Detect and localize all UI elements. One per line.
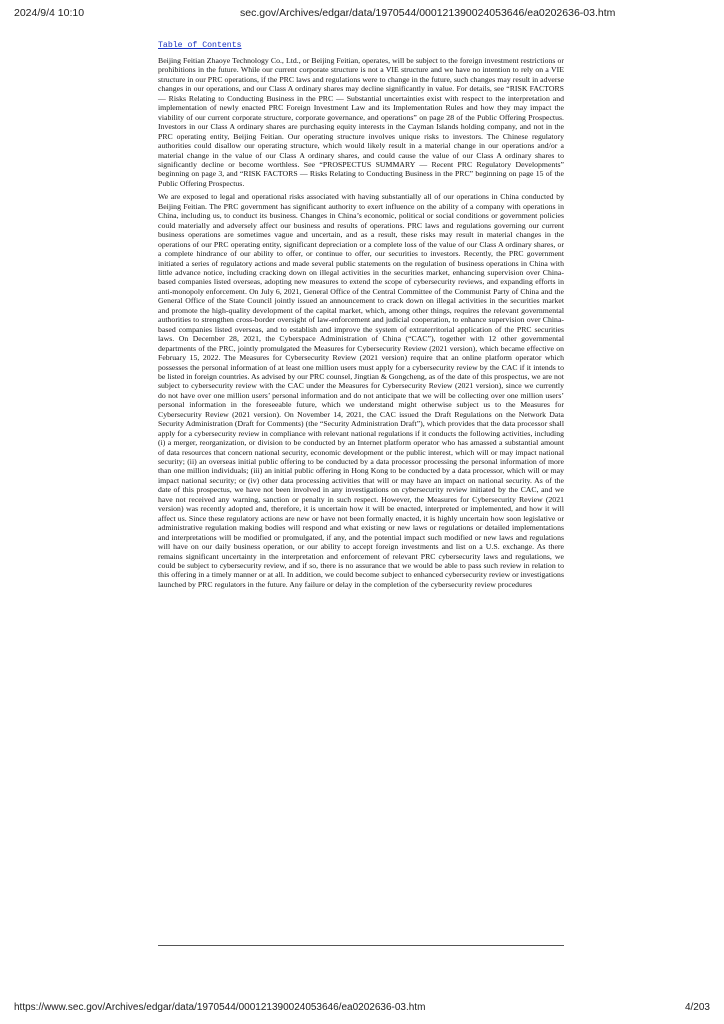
document-body [158,41,564,593]
print-page-number: 4/203 [684,1002,710,1013]
table-of-contents-link[interactable]: Table of Contents [158,41,242,50]
print-url: https://www.sec.gov/Archives/edgar/data/1970544/000121390024053646/ea0202636-03.htm [14,1002,426,1013]
print-footer [14,1002,710,1016]
paragraph-legal-operational-risks: We are exposed to legal and operational risks associated with having substantially all of our operations in China conducted by Beijing Feitian. The PRC government has significant authority to exert influence on the ability of a company with operations in China, including us, to conduct its business. Changes in China’s economic, political or social conditions or government policies could materially and adversely affect our business and results of operations. PRC laws and regulations governing our current business operations are sometimes vague and uncertain, and as a result, these risks may result in material changes in the operations of our PRC operating entity, significant depreciation or a complete loss of the value of our Class A ordinary shares, or a complete hindrance of our ability to offer, or continue to offer, our securities to investors. Recently, the PRC government initiated a series of regulatory actions and made several public statements on the regulation of business operations in China with little advance notice, including cracking down on illegal activities in the securities market, enhancing supervision over China-based companies listed overseas, adopting new measures to extend the scope of cybersecurity reviews, and expanding efforts in anti-monopoly enforcement. On July 6, 2021, General Office of the Central Committee of the Communist Party of China and the General Office of the State Council jointly issued an announcement to crack down on illegal activities in the securities market and promote the high-quality development of the capital market, which, among other things, requires the relevant governmental authorities to strengthen cross-border oversight of law-enforcement and judicial cooperation, to enhance supervision over China-based companies listed overseas, and to establish and improve the system of extraterritorial application of the PRC securities laws. On December 28, 2021, the Cyberspace Administration of China (“CAC”), together with 12 other governmental departments of the PRC, jointly promulgated the Measures for Cybersecurity Review (2021 version), which became effective on February 15, 2022. The Measures for Cybersecurity Review (2021 version) require that an online platform operator which possesses the personal information of at least one million users must apply for a cybersecurity review by the CAC if it intends to be listed in foreign countries. As advised by our PRC counsel, Jingtian & Gongcheng, as of the date of this prospectus, we are not subject to cybersecurity review with the CAC under the Measures for Cybersecurity Review (2021 version), since we currently do not have over one million users’ personal information and do not anticipate that we will be collecting over one million users’ personal information in the foreseeable future, which we understand might otherwise subject us to the Measures for Cybersecurity Review (2021 version). On November 14, 2021, the CAC issued the Draft Regulations on the Network Data Security Administration (Draft for Comments) (the “Security Administration Draft”), which provides that the data processor shall apply for a cybersecurity review in compliance with relevant national regulations if it conducts the following activities, including (i) a merger, reorganization, or division to be conducted by an Internet platform operator who has amassed a substantial amount of data resources that concern national security, economic development or the public interest, which will or may impact national security; (ii) an overseas initial public offering to be conducted by a data processor processing the personal information of more than one million individuals; (iii) an initial public offering in Hong Kong to be conducted by a data processor, which will or may impact national security; or (iv) other data processing activities that will or may have an impact on national security. As of the date of this prospectus, we have not been involved in any investigations on cybersecurity review initiated by the CAC, and we have not received any warning, sanction or penalty in such respect. However, the Measures for Cybersecurity Review (2021 version) was recently adopted and, therefore, it is uncertain how it will be enacted, interpreted or implemented, and how it will affect us. Since these regulatory actions are new or have not been formally enacted, it is highly uncertain how soon legislative or administrative regulation making bodies will respond and what existing or new laws or regulations or detailed implementations and interpretations will be modified or promulgated, if any, and the potential impact such modified or new laws and regulations will have on our daily business operation, or our ability to accept foreign investments and list on a U.S. exchange. As there remains significant uncertainty in the interpretation and enforcement of relevant PRC cybersecurity laws and regulations, we could be subject to cybersecurity review, and if so, there is no assurance that we would be able to pass such review in relation to this offering in a timely manner or at all. In addition, we could become subject to enhanced cybersecurity review or investigations launched by PRC regulators in the future. Any failure or delay in the completion of the cybersecurity review procedures [158,192,564,589]
paragraph-corporate-structure: Beijing Feitian Zhaoye Technology Co., Ltd., or Beijing Feitian, operates, will be subject to the foreign investment restrictions or prohibitions in the future. While our current corporate structure is not a VIE structure and we have no intention to rely on a VIE structure in our PRC operations, if the PRC laws and regulations were to change in the future, such changes may result in adverse changes in our operations, and our Class A ordinary shares may decline significantly in value. For details, see “RISK FACTORS — Risks Relating to Conducting Business in the PRC — Substantial uncertainties exist with respect to the interpretation and implementation of newly enacted PRC Foreign Investment Law and its Implementation Rules and how they may impact the viability of our current corporate structure, corporate governance, and operations” on page 28 of the Public Offering Prospectus. Investors in our Class A ordinary shares are purchasing equity interests in the Cayman Islands holding company, and not in the PRC operating entity, Beijing Feitian. Our operating structure involves unique risks to investors. The Chinese regulatory authorities could disallow our operating structure, which would likely result in a material change in our operations and/or a material change in the value of our Class A ordinary shares, and could cause the value of our Class A ordinary shares to significantly decline or become worthless. See “PROSPECTUS SUMMARY — Recent PRC Regulatory Developments” beginning on page 3, and “RISK FACTORS — Risks Relating to Conducting Business in the PRC” beginning on page 15 of the Public Offering Prospectus. [158,56,564,188]
page-bottom-divider [158,945,564,946]
print-header [14,7,710,23]
print-page-title: sec.gov/Archives/edgar/data/1970544/000121390024053646/ea0202636-03.htm [240,7,616,19]
print-datetime: 2024/9/4 10:10 [14,7,85,19]
